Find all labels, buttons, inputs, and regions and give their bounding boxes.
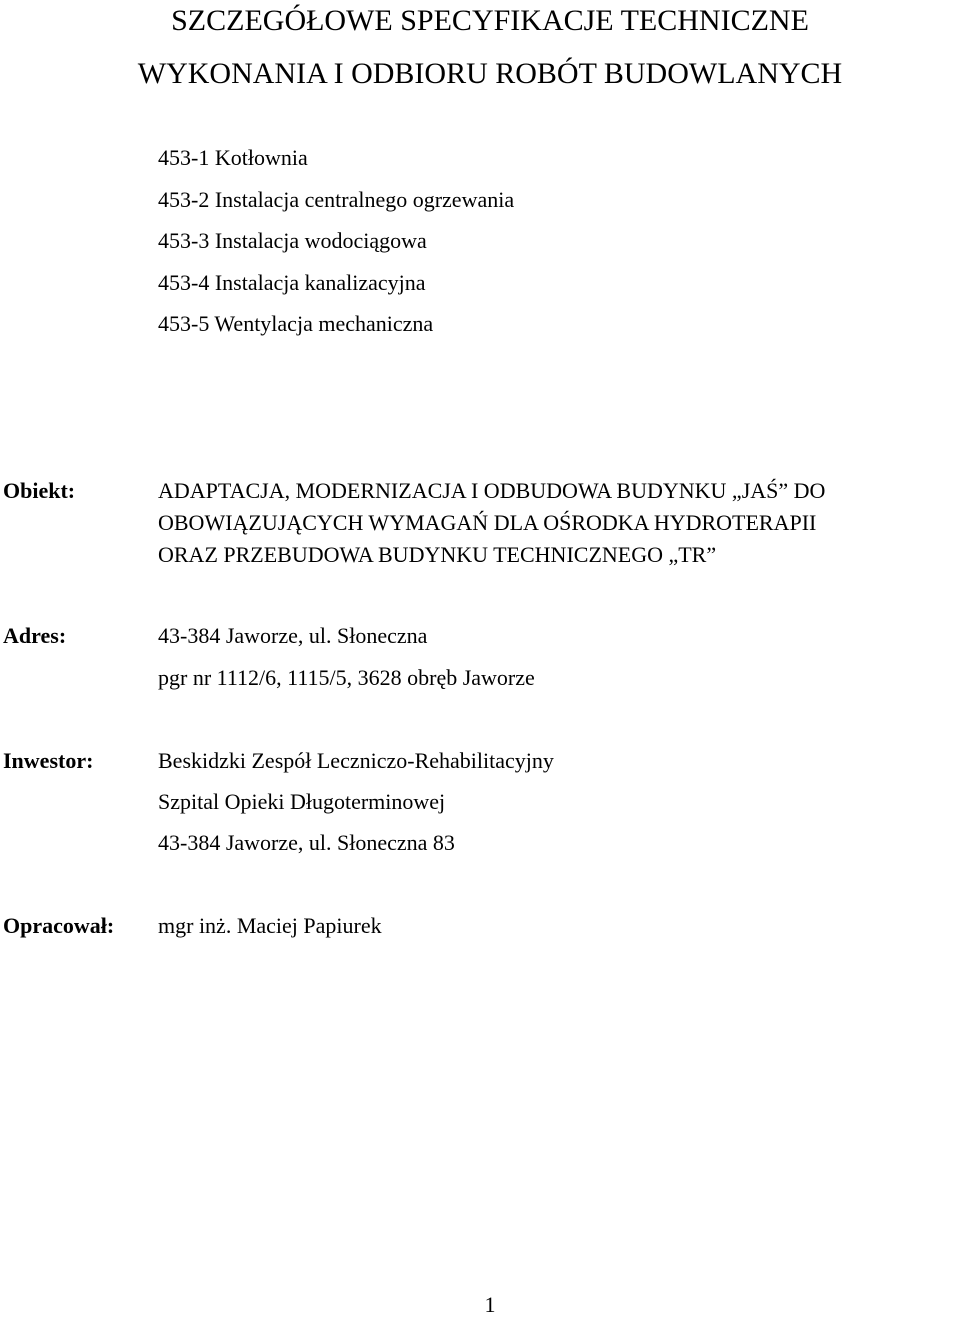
spec-item: 453-5 Wentylacja mechaniczna <box>158 311 434 336</box>
address-label: Adres: <box>3 623 67 648</box>
document-title-line-2: WYKONANIA I ODBIORU ROBÓT BUDOWLANYCH <box>137 57 843 90</box>
address-line: 43-384 Jaworze, ul. Słoneczna <box>158 623 428 648</box>
address-line: pgr nr 1112/6, 1115/5, 3628 obręb Jaworze <box>158 665 535 690</box>
address-value <box>158 623 535 707</box>
investor-label: Inwestor: <box>3 748 94 773</box>
object-line: ORAZ PRZEBUDOWA BUDYNKU TECHNICZNEGO „TR” <box>158 542 717 567</box>
investor-line: 43-384 Jaworze, ul. Słoneczna 83 <box>158 830 455 855</box>
spec-item: 453-2 Instalacja centralnego ogrzewania <box>158 186 515 212</box>
object-line: OBOWIĄZUJĄCYCH WYMAGAŃ DLA OŚRODKA HYDROTERAPII <box>158 510 817 535</box>
investor-line: Beskidzki Zespół Leczniczo-Rehabilitacyjny <box>158 748 554 773</box>
page-number: 1 <box>484 1292 496 1317</box>
spec-item: 453-1 Kotłownia <box>158 145 308 170</box>
spec-item: 453-3 Instalacja wodociągowa <box>158 228 427 253</box>
object-label: Obiekt: <box>3 478 76 503</box>
spec-list <box>158 145 514 353</box>
prepared-by-value: mgr inż. Maciej Papiurek <box>158 913 382 938</box>
document-title-line-1: SZCZEGÓŁOWE SPECYFIKACJE TECHNICZNE <box>171 4 809 37</box>
object-line: ADAPTACJA, MODERNIZACJA I ODBUDOWA BUDYNKU „JAŚ” DO <box>158 478 826 503</box>
spec-item: 453-4 Instalacja kanalizacyjna <box>158 269 426 295</box>
investor-line: Szpital Opieki Długoterminowej <box>158 789 446 814</box>
object-value <box>158 478 825 574</box>
prepared-by-label: Opracował: <box>3 913 115 938</box>
investor-value <box>158 748 554 871</box>
